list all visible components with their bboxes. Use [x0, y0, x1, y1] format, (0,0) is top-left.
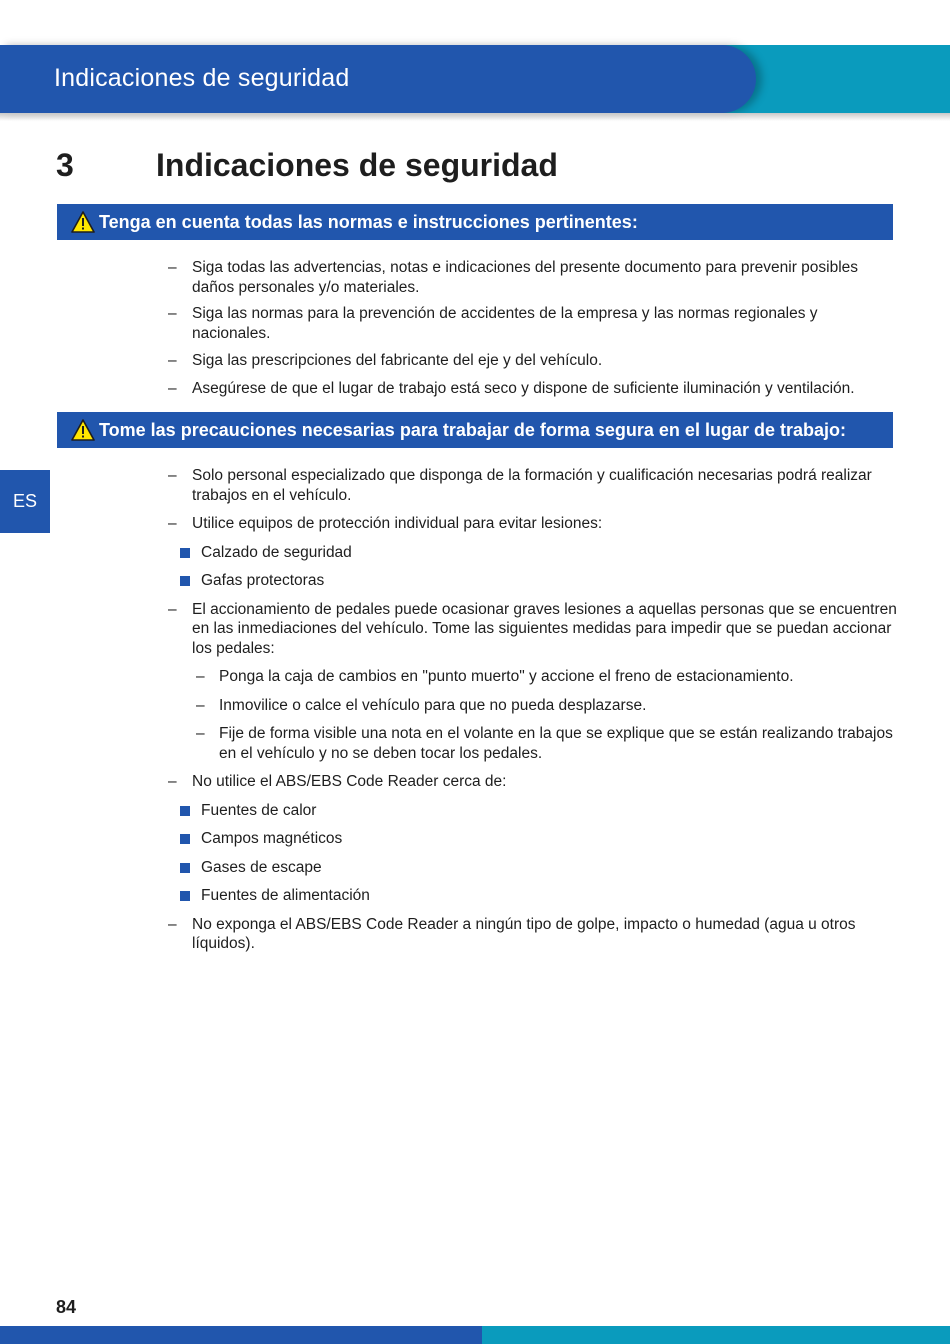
dash-marker: –	[168, 305, 177, 322]
list-item: – Utilice equipos de protección individual para evitar lesiones:	[168, 515, 603, 532]
footer-band-teal	[482, 1326, 950, 1344]
list-item: – Siga las prescripciones del fabricante del eje y del vehículo.	[168, 352, 603, 369]
header-shadow	[0, 113, 950, 121]
language-tab: ES	[0, 470, 50, 533]
list-item: – Asegúrese de que el lugar de trabajo está seco y dispone de suficiente iluminación y ventilación.	[168, 379, 855, 397]
square-bullet-icon	[180, 834, 190, 844]
list-item: – Inmovilice o calce el vehículo para que no pueda desplazarse.	[196, 696, 647, 714]
list-item: Calzado de seguridad	[0, 543, 950, 563]
warning-list-workplace	[0, 466, 950, 954]
list-item: – Solo personal especializado que disponga de la formación y cualificación necesarias podrá realizar trabajos en el vehículo.	[168, 467, 872, 504]
dash-marker: –	[196, 725, 205, 742]
list-item: – Fije de forma visible una nota en el volante en la que se explique que se están realizando trabajos en el vehículo y no se deben tocar los pedales.	[196, 725, 893, 762]
square-bullet-icon	[180, 863, 190, 873]
square-bullet-icon	[180, 891, 190, 901]
dash-marker: –	[168, 352, 177, 369]
page-number: 84	[56, 1297, 77, 1317]
square-bullet-icon	[180, 576, 190, 586]
dash-marker: –	[196, 668, 205, 685]
list-item: Fuentes de calor	[0, 801, 950, 821]
warning-bar-workplace	[57, 412, 893, 448]
dash-marker: –	[168, 379, 177, 397]
dash-marker: –	[168, 600, 177, 618]
header-band-blue	[0, 45, 756, 113]
list-item: Campos magnéticos	[0, 829, 950, 849]
dash-marker: –	[196, 696, 205, 714]
list-item: – Siga las normas para la prevención de accidentes de la empresa y las normas regionales y nacionales.	[168, 305, 818, 342]
header-band	[0, 45, 950, 113]
warning-title: Tenga en cuenta todas las normas e instrucciones pertinentes:	[99, 211, 638, 232]
dash-marker: –	[168, 515, 177, 532]
dash-marker: –	[168, 773, 177, 790]
footer-band-blue	[0, 1326, 482, 1344]
warning-triangle-icon	[71, 419, 95, 441]
list-item: – Ponga la caja de cambios en "punto muerto" y accione el freno de estacionamiento.	[196, 668, 794, 685]
header-title: Indicaciones de seguridad	[54, 64, 350, 92]
square-bullet-icon	[180, 548, 190, 558]
warning-list-norms	[0, 258, 950, 398]
warning-bar-norms	[57, 204, 893, 240]
dash-marker: –	[168, 259, 177, 276]
chapter-title: Indicaciones de seguridad	[156, 147, 558, 183]
list-item: – El accionamiento de pedales puede ocasionar graves lesiones a aquellas personas que se encuentren en las inmediaciones del vehículo. Tome las siguientes medidas para impedir que se puedan accionar los pedales:	[168, 600, 897, 657]
list-item: Gafas protectoras	[0, 571, 950, 591]
list-item: – No exponga el ABS/EBS Code Reader a ningún tipo de golpe, impacto o humedad (agua u otros líquidos).	[168, 915, 856, 952]
square-bullet-icon	[180, 806, 190, 816]
warning-title: Tome las precauciones necesarias para trabajar de forma segura en el lugar de trabajo:	[99, 419, 846, 440]
list-item: – Siga todas las advertencias, notas e indicaciones del presente documento para prevenir posibles daños personales y/o materiales.	[168, 259, 859, 296]
list-item: – No utilice el ABS/EBS Code Reader cerca de:	[168, 773, 507, 790]
list-item: Gases de escape	[0, 858, 950, 878]
dash-marker: –	[168, 467, 177, 484]
dash-marker: –	[168, 915, 177, 933]
warning-triangle-icon	[71, 211, 95, 233]
list-item: Fuentes de alimentación	[0, 886, 950, 906]
chapter-number: 3	[56, 147, 74, 183]
